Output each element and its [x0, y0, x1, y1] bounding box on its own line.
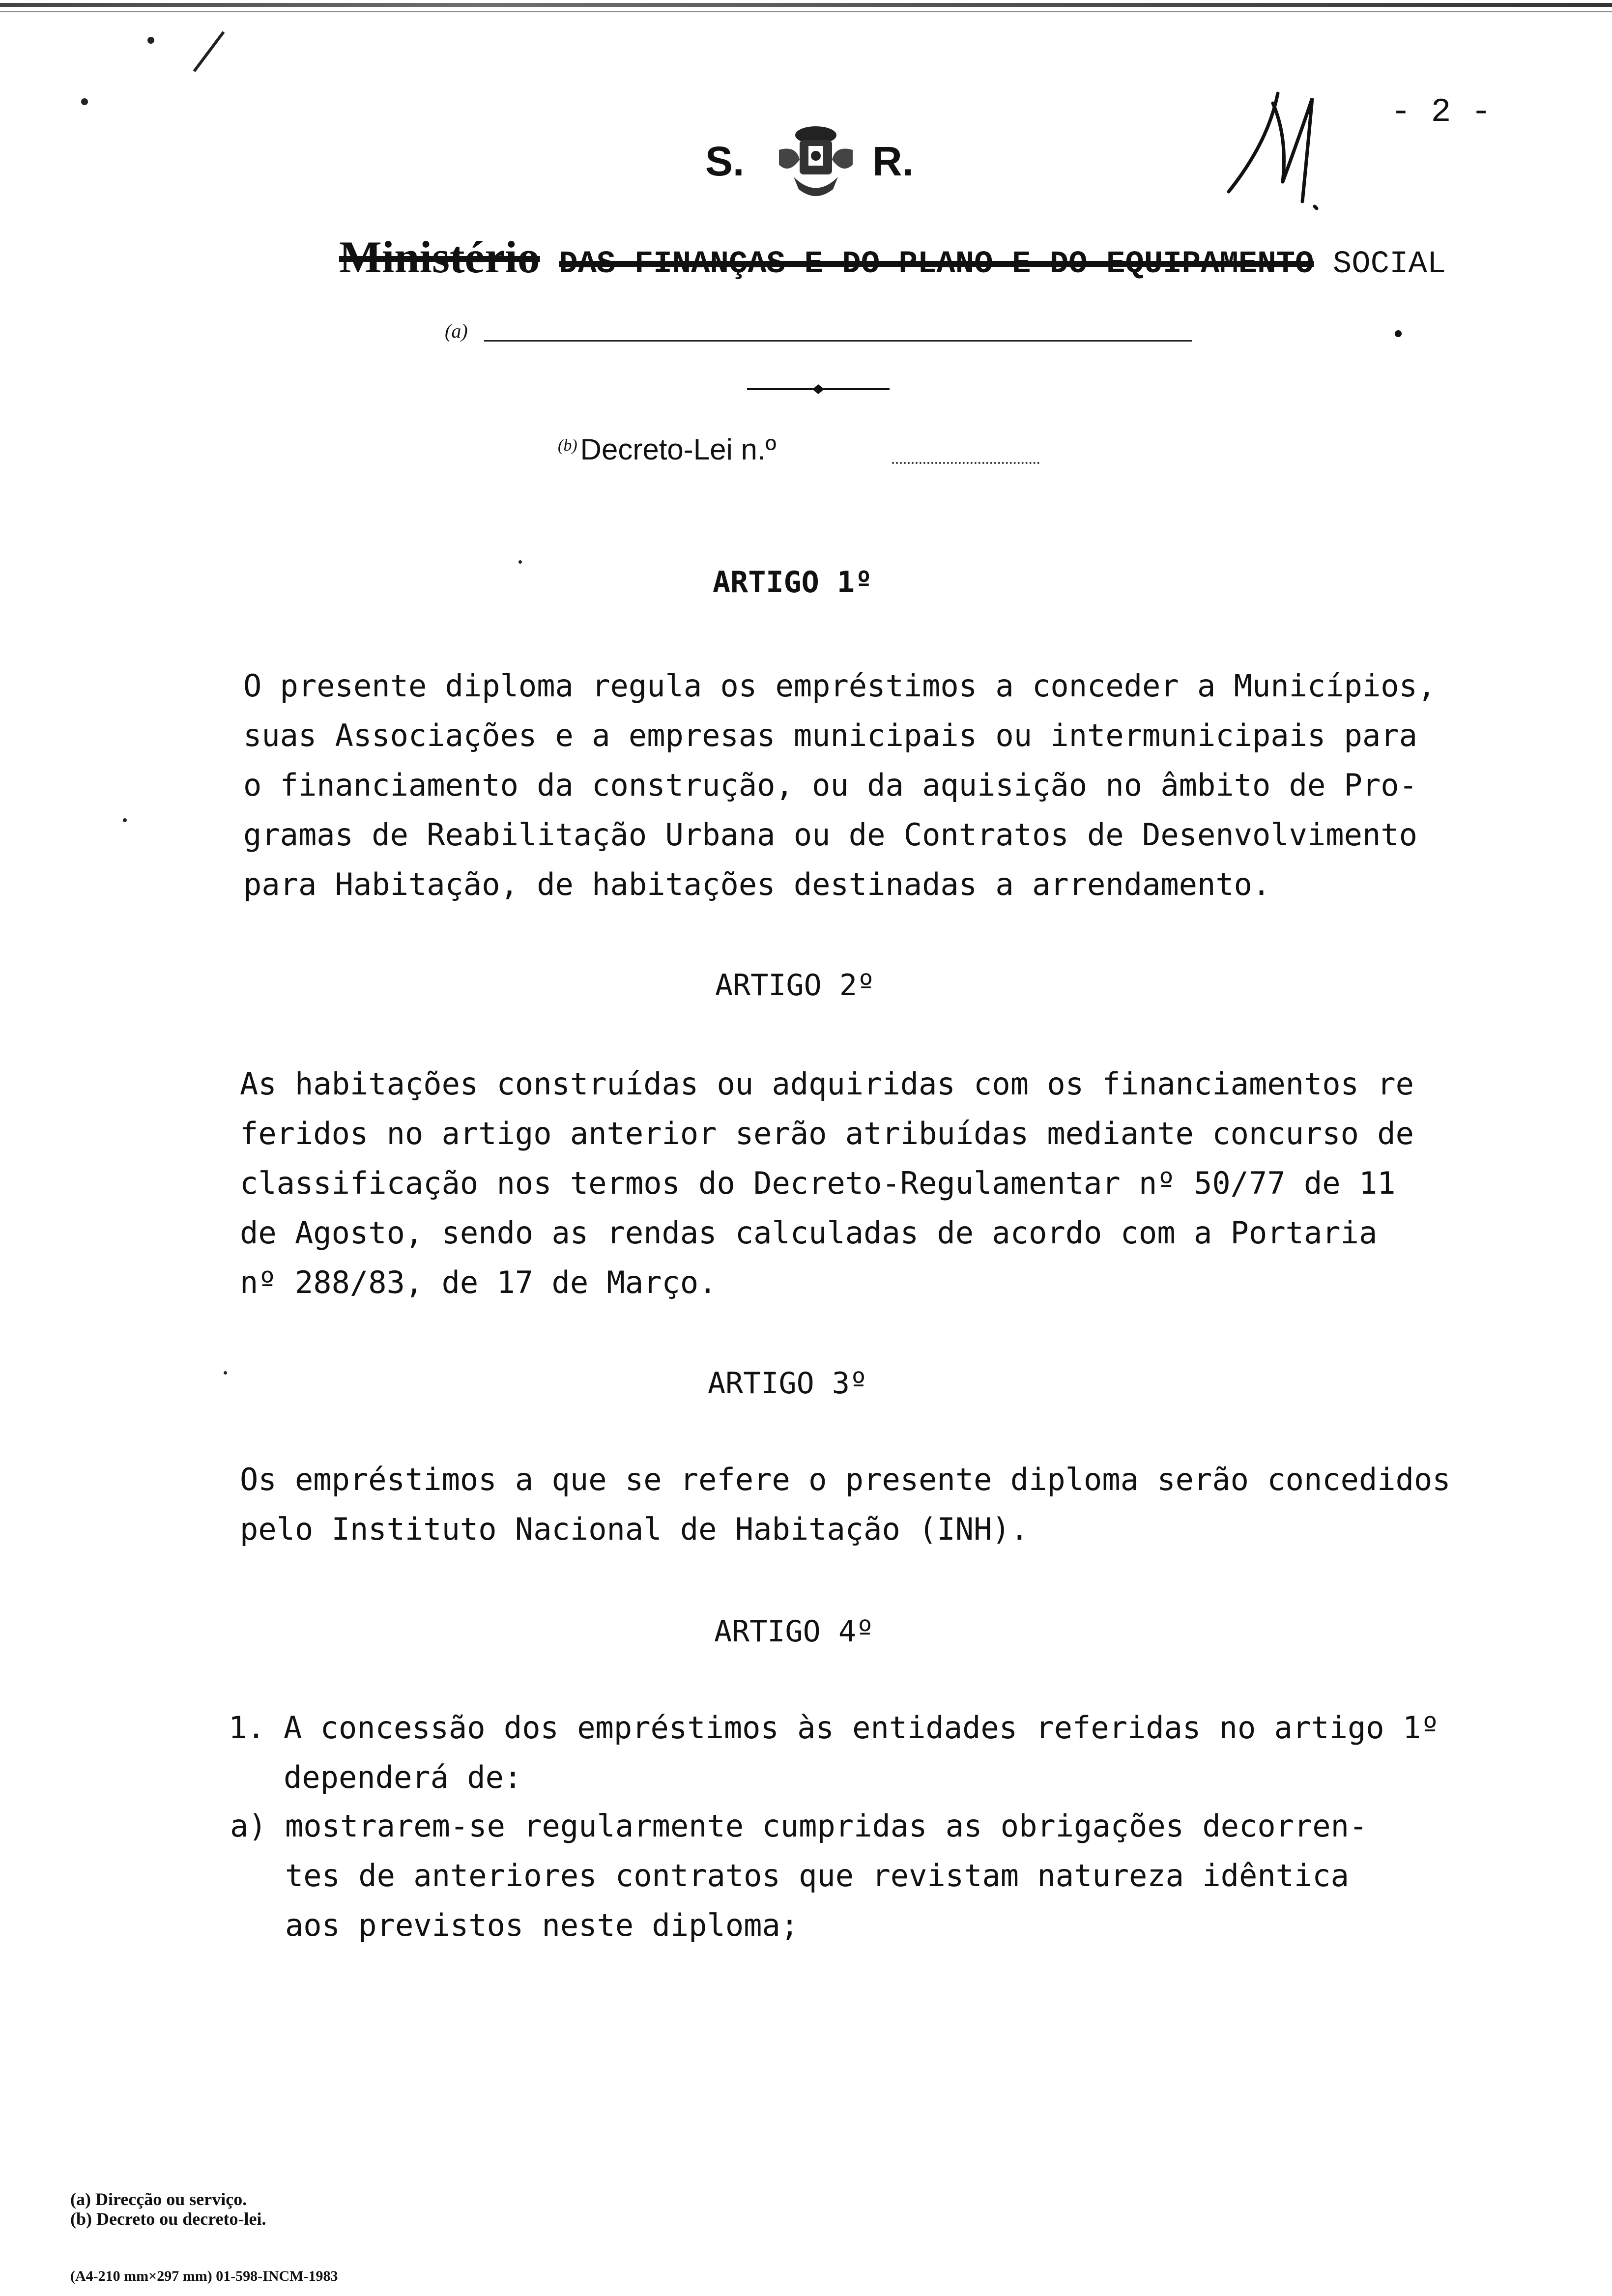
direction-field-line	[484, 340, 1192, 342]
ministry-line	[339, 231, 1446, 283]
footnote-marker-a: (a)	[445, 320, 468, 342]
ministry-suffix: SOCIAL	[1332, 247, 1446, 282]
scan-top-border-thin	[0, 11, 1612, 12]
article-4-item-1: 1. A concessão dos empréstimos às entidades referidas no artigo 1º dependerá de:	[229, 1710, 1439, 1795]
scan-speck	[123, 818, 127, 822]
footnotes: (a) Direcção ou serviço. (b) Decreto ou decreto-lei.	[70, 2189, 266, 2229]
article-4-item-a: a) mostrarem-se regularmente cumpridas as obrigações decorren- tes de anteriores contratos que revistam natureza idêntica aos previstos neste diploma;	[230, 1808, 1368, 1943]
footnote-marker-b: (b)	[558, 436, 577, 455]
article-3-heading: ARTIGO 3º	[708, 1366, 868, 1401]
article-1-text: O presente diploma regula os empréstimos a conceder a Municípios, suas Associações e a empresas municipais ou intermunicipais para o financiamento da construção, ou da aquisição no âmbito de Pro- gramas de Reabilitação Urbana ou de Contratos de Desenvolvimento para Habitação, de habitações destinadas a arrendamento.	[243, 668, 1436, 902]
header-letter-r: R.	[872, 138, 914, 184]
ministry-prefix: Ministério	[339, 232, 540, 282]
scan-speck	[147, 37, 154, 44]
page-number: - 2 -	[1391, 93, 1492, 131]
decree-number-field	[892, 462, 1039, 464]
article-1-heading: ARTIGO 1º	[713, 565, 873, 600]
handwritten-initials	[1209, 84, 1356, 221]
article-3-text: Os empréstimos a que se refere o presente diploma serão concedidos pelo Instituto Nacional de Habitação (INH).	[240, 1462, 1451, 1547]
ministry-struck-text: DAS FINANÇAS E DO PLANO E DO EQUIPAMENTO	[559, 247, 1314, 282]
article-2-heading: ARTIGO 2º	[715, 968, 875, 1003]
scan-speck	[81, 98, 88, 105]
header-letter-s: S.	[705, 138, 745, 184]
coat-of-arms-icon	[769, 115, 863, 204]
divider-ornament	[747, 383, 890, 395]
scan-speck	[1395, 330, 1402, 337]
scan-speck	[518, 560, 522, 564]
article-4-heading: ARTIGO 4º	[714, 1614, 874, 1649]
decree-label: Decreto-Lei n.º	[580, 433, 777, 466]
form-code: (A4-210 mm×297 mm) 01-598-INCM-1983	[70, 2268, 338, 2284]
pen-stroke-mark	[189, 29, 229, 74]
decree-line	[558, 432, 776, 466]
article-2-text: As habitações construídas ou adquiridas com os financiamentos re feridos no artigo anterior serão atribuídas mediante concurso de classificação nos termos do Decreto-Regulamentar nº 50/77 de 11 de Agosto, sendo as rendas calculadas de acordo com a Portaria nº 288/83, de 17 de Março.	[240, 1066, 1414, 1300]
scan-speck	[224, 1371, 227, 1375]
scan-top-border	[0, 3, 1612, 7]
